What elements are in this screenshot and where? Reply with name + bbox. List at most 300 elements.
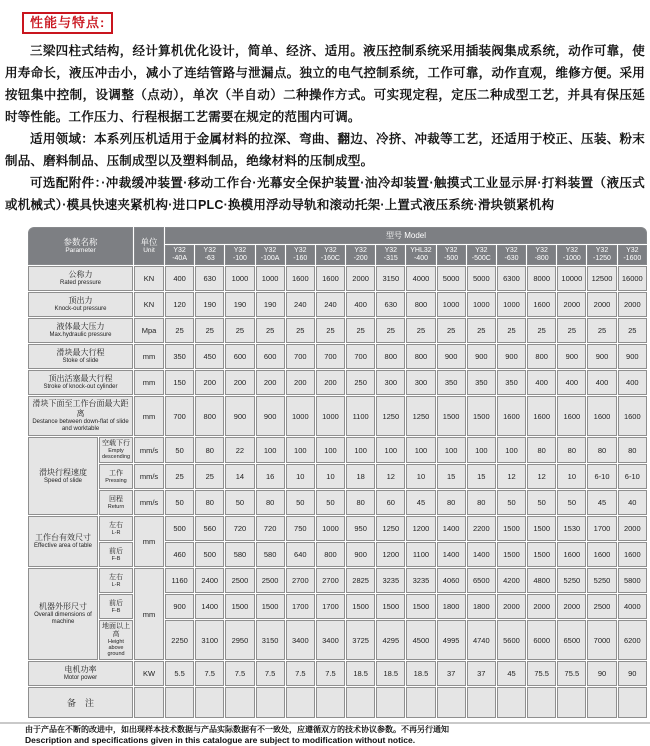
param-cell bbox=[28, 661, 133, 686]
value-cell: 460 bbox=[165, 542, 194, 567]
unit-cell: mm/s bbox=[134, 490, 164, 515]
value-cell: 950 bbox=[346, 516, 375, 541]
value-cell: 2000 bbox=[618, 292, 647, 317]
value-cell: 240 bbox=[286, 292, 315, 317]
value-cell: 1400 bbox=[437, 542, 466, 567]
value-cell: 25 bbox=[376, 318, 405, 343]
label-zh: 空载下行 bbox=[102, 440, 130, 447]
value-cell: 25 bbox=[346, 318, 375, 343]
page-title: 性能与特点: bbox=[22, 12, 113, 34]
table-row bbox=[28, 490, 647, 515]
value-cell: 190 bbox=[195, 292, 224, 317]
value-cell: 1800 bbox=[437, 594, 466, 619]
table-row bbox=[28, 464, 647, 489]
value-cell: 80 bbox=[195, 490, 224, 515]
value-cell: 1160 bbox=[165, 568, 194, 593]
table-row bbox=[28, 516, 647, 541]
model-size: -315 bbox=[383, 255, 398, 262]
value-cell: 2950 bbox=[225, 620, 254, 660]
value-cell: 25 bbox=[286, 318, 315, 343]
value-cell: 900 bbox=[225, 396, 254, 436]
value-cell: 100 bbox=[497, 437, 526, 463]
param-cell bbox=[28, 370, 133, 395]
label-en: Overall dimensions of machine bbox=[34, 612, 92, 625]
value-cell: 900 bbox=[346, 542, 375, 567]
value-cell: 25 bbox=[587, 318, 616, 343]
value-cell: 1600 bbox=[587, 396, 616, 436]
table-row bbox=[28, 344, 647, 369]
value-cell: 25 bbox=[406, 318, 435, 343]
label-en: Speed of slide bbox=[43, 477, 83, 484]
value-cell: 700 bbox=[346, 344, 375, 369]
model-header-cell bbox=[497, 245, 526, 265]
model-series: Y32 bbox=[444, 247, 458, 254]
value-cell: 60 bbox=[376, 490, 405, 515]
value-cell: 15 bbox=[467, 464, 496, 489]
value-cell: 2400 bbox=[195, 568, 224, 593]
unit-cell: mm/s bbox=[134, 464, 164, 489]
value-cell: 25 bbox=[195, 464, 224, 489]
value-cell: 4800 bbox=[527, 568, 556, 593]
label-en: L-R bbox=[111, 529, 121, 536]
value-cell: 1400 bbox=[467, 542, 496, 567]
value-cell: 80 bbox=[587, 437, 616, 463]
value-cell: 7.5 bbox=[316, 661, 345, 686]
value-cell bbox=[376, 687, 405, 718]
value-cell: 800 bbox=[406, 292, 435, 317]
value-cell: 750 bbox=[286, 516, 315, 541]
value-cell: 10 bbox=[286, 464, 315, 489]
model-series: Y32 bbox=[535, 247, 548, 254]
model-series: Y32 bbox=[475, 247, 488, 254]
table-row bbox=[28, 370, 647, 395]
value-cell: 1500 bbox=[225, 594, 254, 619]
value-cell: 10 bbox=[557, 464, 586, 489]
value-cell: 80 bbox=[437, 490, 466, 515]
value-cell: 1000 bbox=[497, 292, 526, 317]
model-size: -200 bbox=[353, 255, 368, 262]
value-cell: 1700 bbox=[316, 594, 345, 619]
unit-cell: mm bbox=[134, 396, 164, 436]
value-cell: 1500 bbox=[256, 594, 285, 619]
value-cell: 100 bbox=[256, 437, 285, 463]
param-cell bbox=[28, 266, 133, 291]
label-zh: 单位 bbox=[140, 237, 158, 247]
label-en: F-B bbox=[111, 607, 121, 614]
value-cell: 80 bbox=[346, 490, 375, 515]
value-cell: 1500 bbox=[376, 594, 405, 619]
value-cell: 1200 bbox=[406, 516, 435, 541]
value-cell: 1000 bbox=[467, 292, 496, 317]
value-cell: 2500 bbox=[587, 594, 616, 619]
label-zh: 滑块行程速度 bbox=[39, 467, 87, 477]
value-cell: 1250 bbox=[376, 516, 405, 541]
value-cell: 800 bbox=[406, 344, 435, 369]
value-cell: 2000 bbox=[557, 292, 586, 317]
model-header-cell bbox=[587, 245, 616, 265]
value-cell: 1500 bbox=[527, 516, 556, 541]
model-size: -800 bbox=[534, 255, 549, 262]
value-cell: 1600 bbox=[527, 292, 556, 317]
value-cell: 1250 bbox=[376, 396, 405, 436]
value-cell: 800 bbox=[316, 542, 345, 567]
value-cell: 100 bbox=[437, 437, 466, 463]
label-zh: 顶出力 bbox=[68, 296, 93, 305]
value-cell: 25 bbox=[557, 318, 586, 343]
value-cell: 18 bbox=[346, 464, 375, 489]
model-size: -500C bbox=[471, 255, 491, 262]
value-cell: 25 bbox=[467, 318, 496, 343]
value-cell: 200 bbox=[286, 370, 315, 395]
value-cell: 2500 bbox=[225, 568, 254, 593]
value-cell: 3400 bbox=[316, 620, 345, 660]
table-row bbox=[28, 396, 647, 436]
value-cell: 6300 bbox=[497, 266, 526, 291]
intro-paragraph-features: 三梁四柱式结构，经计算机优化设计，简单、经济、适用。液压控制系统采用插装阀集成系统，动作可靠，使用寿命长，液压冲击小，减小了连结管路与泄漏点。独立的电气控制系统，工作可靠，动作直观，维修方便。采用按钮集中控制，设调整（点动），单次（半自动）二种操作方式。可实现定程，定压二种成型工艺，并具有保压延时等性能。工作压力、行程根据工艺需要在规定的范围内可调。 bbox=[5, 44, 645, 124]
label-en: Destance between down-flat of slide and worktable bbox=[32, 419, 129, 432]
value-cell: 50 bbox=[497, 490, 526, 515]
label-en: Return bbox=[107, 503, 125, 510]
value-cell: 1700 bbox=[286, 594, 315, 619]
param-header bbox=[28, 227, 133, 265]
sub-label-cell bbox=[99, 568, 133, 593]
unit-cell: KW bbox=[134, 661, 164, 686]
bottom-divider bbox=[0, 722, 650, 724]
value-cell: 200 bbox=[195, 370, 224, 395]
param-cell bbox=[28, 437, 98, 515]
value-cell: 50 bbox=[225, 490, 254, 515]
label-en: L-R bbox=[111, 581, 121, 588]
value-cell bbox=[618, 687, 647, 718]
value-cell: 400 bbox=[618, 370, 647, 395]
value-cell: 240 bbox=[316, 292, 345, 317]
value-cell: 1000 bbox=[316, 396, 345, 436]
value-cell bbox=[256, 687, 285, 718]
value-cell: 10 bbox=[316, 464, 345, 489]
sub-label-cell bbox=[99, 516, 133, 541]
value-cell: 300 bbox=[406, 370, 435, 395]
value-cell: 1400 bbox=[437, 516, 466, 541]
value-cell: 18.5 bbox=[346, 661, 375, 686]
value-cell: 1000 bbox=[437, 292, 466, 317]
model-size: -40A bbox=[172, 255, 187, 262]
value-cell bbox=[527, 687, 556, 718]
value-cell: 1500 bbox=[497, 542, 526, 567]
value-cell: 1500 bbox=[467, 396, 496, 436]
value-cell: 1100 bbox=[406, 542, 435, 567]
model-size: -1250 bbox=[593, 255, 611, 262]
value-cell bbox=[557, 687, 586, 718]
model-series: Y32 bbox=[505, 247, 518, 254]
model-header-cell bbox=[406, 245, 435, 265]
label-en: Unit bbox=[143, 247, 155, 254]
table-row bbox=[28, 292, 647, 317]
value-cell: 600 bbox=[225, 344, 254, 369]
label-zh: 工作 bbox=[109, 469, 123, 477]
model-header-cell bbox=[527, 245, 556, 265]
value-cell: 1500 bbox=[346, 594, 375, 619]
value-cell: 700 bbox=[286, 344, 315, 369]
value-cell: 4500 bbox=[406, 620, 435, 660]
value-cell: 5250 bbox=[587, 568, 616, 593]
value-cell: 3400 bbox=[286, 620, 315, 660]
model-header-cell bbox=[557, 245, 586, 265]
value-cell: 190 bbox=[225, 292, 254, 317]
value-cell: 7.5 bbox=[195, 661, 224, 686]
value-cell bbox=[587, 687, 616, 718]
model-series: Y32 bbox=[263, 247, 277, 254]
value-cell: 1600 bbox=[286, 266, 315, 291]
table-row bbox=[28, 661, 647, 686]
value-cell: 350 bbox=[467, 370, 496, 395]
unit-cell: mm bbox=[134, 344, 164, 369]
value-cell: 1400 bbox=[195, 594, 224, 619]
model-header-cell bbox=[225, 245, 254, 265]
value-cell: 12 bbox=[497, 464, 526, 489]
value-cell: 3150 bbox=[376, 266, 405, 291]
value-cell: 1600 bbox=[587, 542, 616, 567]
model-header-cell bbox=[376, 245, 405, 265]
value-cell: 1600 bbox=[618, 542, 647, 567]
value-cell: 22 bbox=[225, 437, 254, 463]
model-header-cell bbox=[467, 245, 496, 265]
label-zh: 电机功率 bbox=[64, 665, 97, 674]
value-cell: 4060 bbox=[437, 568, 466, 593]
value-cell: 25 bbox=[527, 318, 556, 343]
value-cell: 50 bbox=[316, 490, 345, 515]
model-group-header: 型号 Model bbox=[165, 227, 647, 244]
value-cell bbox=[467, 687, 496, 718]
value-cell: 2000 bbox=[618, 516, 647, 541]
label-zh: 机器外形尺寸 bbox=[39, 602, 87, 611]
label-zh: 备 注 bbox=[67, 697, 95, 708]
value-cell: 4000 bbox=[406, 266, 435, 291]
value-cell: 500 bbox=[195, 542, 224, 567]
param-cell bbox=[28, 344, 133, 369]
model-series: Y32 bbox=[565, 247, 579, 254]
spec-table bbox=[27, 226, 648, 719]
value-cell: 80 bbox=[467, 490, 496, 515]
model-size: -160C bbox=[320, 255, 340, 262]
value-cell: 100 bbox=[406, 437, 435, 463]
value-cell: 12 bbox=[376, 464, 405, 489]
value-cell: 800 bbox=[376, 344, 405, 369]
unit-cell: Mpa bbox=[134, 318, 164, 343]
value-cell: 900 bbox=[165, 594, 194, 619]
value-cell: 800 bbox=[527, 344, 556, 369]
value-cell: 400 bbox=[165, 266, 194, 291]
value-cell: 10 bbox=[406, 464, 435, 489]
label-en: Knock-out pressure bbox=[54, 306, 107, 312]
label-zh: 左右 bbox=[109, 573, 123, 581]
value-cell: 900 bbox=[437, 344, 466, 369]
value-cell: 350 bbox=[497, 370, 526, 395]
model-header-cell bbox=[618, 245, 647, 265]
label-en: Max.hydraulic pressure bbox=[49, 332, 112, 338]
value-cell: 1600 bbox=[527, 396, 556, 436]
value-cell: 700 bbox=[316, 344, 345, 369]
value-cell: 100 bbox=[376, 437, 405, 463]
value-cell: 2825 bbox=[346, 568, 375, 593]
model-size: -100A bbox=[260, 255, 280, 262]
label-zh: 公称力 bbox=[68, 270, 93, 279]
value-cell: 25 bbox=[437, 318, 466, 343]
value-cell: 1600 bbox=[557, 396, 586, 436]
intro-paragraph-applications: 适用领域：本系列压机适用于金属材料的拉深、弯曲、翻边、冷挤、冲裁等工艺，还适用于校正、压装、粉末制品、磨料制品、压制成型以及塑料制品，绝缘材料的压制成型。 bbox=[5, 132, 645, 168]
label-zh: 左右 bbox=[109, 521, 123, 529]
value-cell: 2200 bbox=[467, 516, 496, 541]
value-cell: 10000 bbox=[557, 266, 586, 291]
value-cell: 900 bbox=[587, 344, 616, 369]
value-cell: 80 bbox=[618, 437, 647, 463]
value-cell: 1600 bbox=[497, 396, 526, 436]
label-en: Stroke of knock-out cylinder bbox=[43, 384, 118, 390]
value-cell: 900 bbox=[256, 396, 285, 436]
table-row bbox=[28, 266, 647, 291]
label-zh: 前后 bbox=[109, 599, 123, 607]
value-cell: 630 bbox=[376, 292, 405, 317]
value-cell: 2000 bbox=[527, 594, 556, 619]
value-cell: 7.5 bbox=[256, 661, 285, 686]
label-en: Effective area of table bbox=[34, 543, 92, 549]
value-cell: 37 bbox=[467, 661, 496, 686]
value-cell: 1800 bbox=[467, 594, 496, 619]
value-cell: 5.5 bbox=[165, 661, 194, 686]
value-cell: 1600 bbox=[557, 542, 586, 567]
model-size: -1600 bbox=[623, 255, 642, 262]
value-cell: 720 bbox=[225, 516, 254, 541]
model-size: -100 bbox=[232, 255, 247, 262]
param-cell bbox=[28, 292, 133, 317]
value-cell: 900 bbox=[557, 344, 586, 369]
value-cell: 1000 bbox=[225, 266, 254, 291]
value-cell: 1700 bbox=[587, 516, 616, 541]
value-cell: 3150 bbox=[256, 620, 285, 660]
model-header-cell bbox=[256, 245, 285, 265]
value-cell: 80 bbox=[557, 437, 586, 463]
value-cell: 50 bbox=[165, 437, 194, 463]
label-en: Pressing bbox=[105, 477, 127, 484]
label-zh: 顶出活塞最大行程 bbox=[48, 374, 113, 383]
model-header-cell bbox=[286, 245, 315, 265]
model-header-cell bbox=[165, 245, 194, 265]
value-cell: 1500 bbox=[437, 396, 466, 436]
value-cell: 1500 bbox=[497, 516, 526, 541]
value-cell: 45 bbox=[587, 490, 616, 515]
value-cell: 2000 bbox=[346, 266, 375, 291]
value-cell: 4740 bbox=[467, 620, 496, 660]
model-header-cell bbox=[316, 245, 345, 265]
model-header-cell bbox=[346, 245, 375, 265]
value-cell: 2700 bbox=[286, 568, 315, 593]
label-zh: 工作台有效尺寸 bbox=[35, 533, 91, 542]
label-zh: 回程 bbox=[109, 495, 123, 503]
value-cell: 250 bbox=[346, 370, 375, 395]
value-cell: 190 bbox=[256, 292, 285, 317]
model-series: Y32 bbox=[626, 247, 639, 254]
value-cell: 200 bbox=[316, 370, 345, 395]
value-cell: 720 bbox=[256, 516, 285, 541]
sub-label-cell bbox=[99, 620, 133, 660]
value-cell: 700 bbox=[165, 396, 194, 436]
model-series: Y32 bbox=[354, 247, 367, 254]
value-cell: 6-10 bbox=[587, 464, 616, 489]
value-cell: 25 bbox=[256, 318, 285, 343]
param-cell bbox=[28, 568, 98, 660]
model-series: Y32 bbox=[294, 247, 307, 254]
value-cell: 18.5 bbox=[376, 661, 405, 686]
value-cell: 90 bbox=[587, 661, 616, 686]
sub-label-cell bbox=[99, 490, 133, 515]
value-cell: 75.5 bbox=[527, 661, 556, 686]
label-en: Motor power bbox=[63, 675, 98, 681]
value-cell: 80 bbox=[195, 437, 224, 463]
value-cell: 50 bbox=[527, 490, 556, 515]
value-cell: 4995 bbox=[437, 620, 466, 660]
table-row bbox=[28, 620, 647, 660]
label-zh: 参数名称 bbox=[63, 237, 98, 247]
value-cell: 3235 bbox=[376, 568, 405, 593]
sub-label-cell bbox=[99, 437, 133, 463]
value-cell: 900 bbox=[618, 344, 647, 369]
model-size: -500 bbox=[444, 255, 459, 262]
value-cell: 6-10 bbox=[618, 464, 647, 489]
value-cell: 5600 bbox=[497, 620, 526, 660]
value-cell: 12 bbox=[527, 464, 556, 489]
value-cell: 25 bbox=[618, 318, 647, 343]
value-cell: 25 bbox=[497, 318, 526, 343]
unit-cell: mm bbox=[134, 568, 164, 660]
value-cell: 1000 bbox=[316, 516, 345, 541]
value-cell: 12500 bbox=[587, 266, 616, 291]
label-zh: 滑块下面至工作台面最大距离 bbox=[32, 399, 129, 418]
label-en: Rated pressure bbox=[59, 280, 102, 286]
value-cell: 1500 bbox=[406, 594, 435, 619]
sub-label-cell bbox=[99, 464, 133, 489]
value-cell: 25 bbox=[316, 318, 345, 343]
value-cell: 580 bbox=[225, 542, 254, 567]
value-cell: 6500 bbox=[467, 568, 496, 593]
footer-note-en: Description and specifications given in this catalogue are subject to modification without notice. bbox=[25, 735, 416, 745]
footer-note-zh: 由于产品在不断的改进中，如出现样本技术数据与产品实际数据有不一致处，应遵循双方的技术协议参数。不再另行通知 bbox=[25, 725, 449, 734]
label-en: Height above ground bbox=[107, 639, 125, 657]
value-cell bbox=[286, 687, 315, 718]
unit-cell: mm bbox=[134, 516, 164, 567]
value-cell: 5000 bbox=[437, 266, 466, 291]
value-cell: 4000 bbox=[618, 594, 647, 619]
value-cell: 900 bbox=[497, 344, 526, 369]
value-cell: 75.5 bbox=[557, 661, 586, 686]
value-cell: 600 bbox=[256, 344, 285, 369]
value-cell: 2000 bbox=[497, 594, 526, 619]
value-cell: 50 bbox=[165, 490, 194, 515]
value-cell: 2000 bbox=[587, 292, 616, 317]
value-cell: 2000 bbox=[557, 594, 586, 619]
value-cell: 80 bbox=[256, 490, 285, 515]
value-cell: 50 bbox=[286, 490, 315, 515]
model-series: Y32 bbox=[324, 247, 337, 254]
model-header-cell bbox=[195, 245, 224, 265]
label-en: Empty descending bbox=[101, 448, 131, 460]
value-cell: 3100 bbox=[195, 620, 224, 660]
model-header-cell bbox=[437, 245, 466, 265]
model-series: Y32 bbox=[595, 247, 609, 254]
model-size: -1000 bbox=[562, 255, 581, 262]
unit-cell: mm bbox=[134, 370, 164, 395]
value-cell: 5250 bbox=[557, 568, 586, 593]
value-cell: 400 bbox=[587, 370, 616, 395]
value-cell: 1600 bbox=[618, 396, 647, 436]
